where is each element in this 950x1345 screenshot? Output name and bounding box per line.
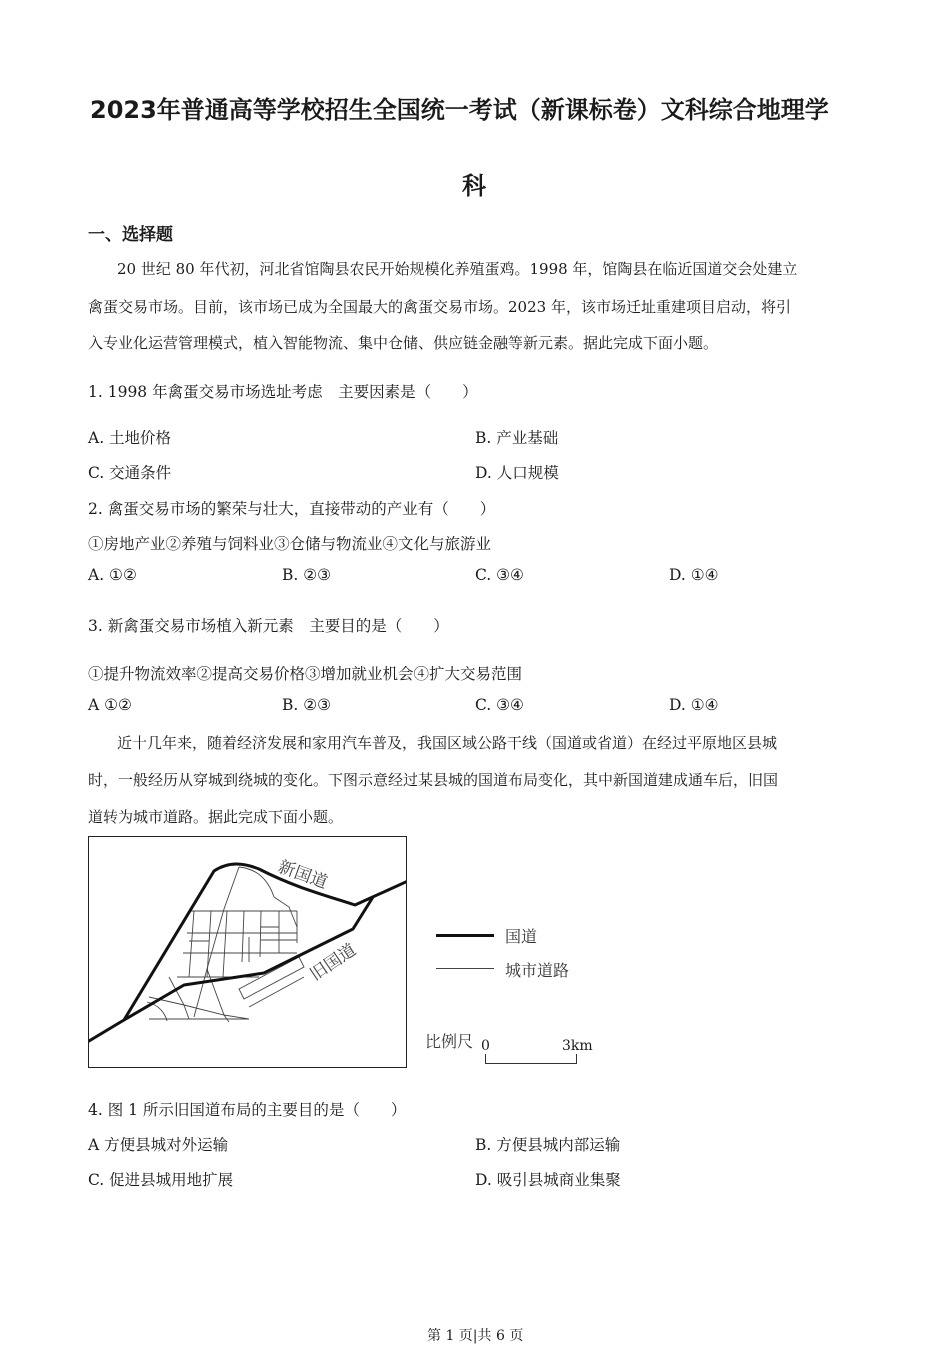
- q3-option-b[interactable]: B. ②③: [282, 696, 332, 714]
- q4-option-a[interactable]: A 方便县城对外运输: [88, 1136, 229, 1154]
- road-map-figure: [88, 836, 407, 1068]
- section-heading: 一、选择题: [88, 225, 173, 245]
- new-road-label: 新国道: [275, 856, 331, 894]
- q2-option-a[interactable]: A. ①②: [88, 566, 137, 584]
- q3-option-d[interactable]: D. ①④: [669, 696, 719, 714]
- q1-stem: 1. 1998 年禽蛋交易市场选址考虑 主要因素是（ ）: [88, 383, 478, 401]
- q2-stem: 2. 禽蛋交易市场的繁荣与壮大，直接带动的产业有（ ）: [88, 500, 496, 518]
- scale-end-value: 3km: [562, 1038, 593, 1054]
- q3-option-a[interactable]: A ①②: [88, 696, 132, 714]
- legend-city-label: 城市道路: [505, 961, 570, 980]
- road-map-svg: [89, 837, 407, 1068]
- q2-items: ①房地产业②养殖与饲料业③仓储与物流业④文化与旅游业: [88, 535, 492, 553]
- q4-option-d[interactable]: D. 吸引县城商业集聚: [475, 1171, 621, 1189]
- page-footer: 第 1 页|共 6 页: [427, 1328, 524, 1344]
- passage1-line2: 禽蛋交易市场。目前，该市场已成为全国最大的禽蛋交易市场。2023 年，该市场迁址重建项目启动，将引: [88, 298, 791, 316]
- paper-title-line1: 2023年普通高等学校招生全国统一考试（新课标卷）文科综合地理学: [90, 96, 829, 124]
- q1-option-a[interactable]: A. 土地价格: [88, 429, 172, 447]
- passage2-line1: 近十几年来，随着经济发展和家用汽车普及，我国区域公路干线（国道或省道）在经过平原地区县城: [117, 734, 778, 752]
- legend-city-line: [436, 968, 494, 969]
- scale-bar: [485, 1054, 577, 1064]
- q1-option-d[interactable]: D. 人口规模: [475, 464, 559, 482]
- q2-option-d[interactable]: D. ①④: [669, 566, 719, 584]
- q4-option-c[interactable]: C. 促进县城用地扩展: [88, 1171, 234, 1189]
- legend-national-line: [436, 934, 494, 937]
- passage2-line2: 时，一般经历从穿城到绕城的变化。下图示意经过某县城的国道布局变化，其中新国道建成通车后，旧国: [88, 771, 779, 789]
- q4-stem: 4. 图 1 所示旧国道布局的主要目的是（ ）: [88, 1101, 407, 1119]
- national-roads: [89, 864, 407, 1041]
- passage1-line3: 入专业化运营管理模式，植入智能物流、集中仓储、供应链金融等新元素。据此完成下面小题。: [88, 334, 719, 352]
- paper-title-line2: 科: [462, 172, 486, 200]
- old-road-label: 旧国道: [306, 940, 361, 986]
- scale-label: 比例尺: [425, 1032, 474, 1051]
- q1-option-c[interactable]: C. 交通条件: [88, 464, 172, 482]
- passage1-line1: 20 世纪 80 年代初，河北省馆陶县农民开始规模化养殖蛋鸡。1998 年，馆陶县在临近国道交会处建立: [117, 260, 798, 278]
- q3-stem: 3. 新禽蛋交易市场植入新元素 主要目的是（ ）: [88, 617, 449, 635]
- q1-option-b[interactable]: B. 产业基础: [475, 429, 559, 447]
- q2-option-c[interactable]: C. ③④: [475, 566, 524, 584]
- passage2-line3: 道转为城市道路。据此完成下面小题。: [88, 808, 344, 826]
- q2-option-b[interactable]: B. ②③: [282, 566, 332, 584]
- q4-option-b[interactable]: B. 方便县城内部运输: [475, 1136, 621, 1154]
- legend-national-label: 国道: [505, 927, 538, 946]
- q3-option-c[interactable]: C. ③④: [475, 696, 524, 714]
- q3-items: ①提升物流效率②提高交易价格③增加就业机会④扩大交易范围: [88, 665, 523, 683]
- scale-start-value: 0: [481, 1038, 490, 1054]
